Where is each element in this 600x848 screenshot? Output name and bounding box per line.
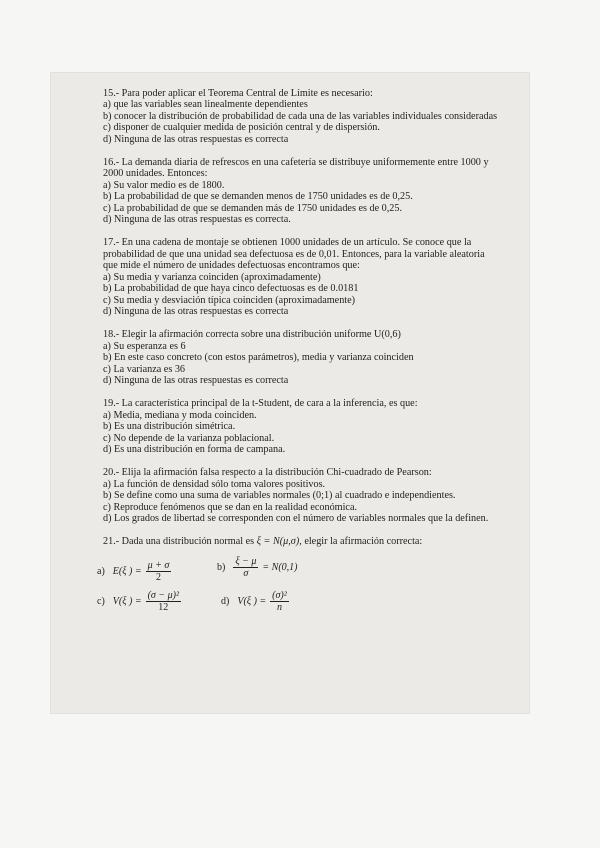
formula-lhs: V(ξ ) = <box>237 595 267 607</box>
option-c: c) No depende de la varianza poblacional. <box>103 432 275 444</box>
fraction-numerator: μ + σ <box>147 559 170 571</box>
question-stem: 20.- Elija la afirmación falsa respecto a la distribución Chi-cuadrado de Pearson: <box>103 467 432 479</box>
option-d: d) Ninguna de las otras respuestas es correcta. <box>103 214 291 226</box>
exam-questions <box>97 88 498 614</box>
question-stem: 16.- La demanda diaria de refrescos en una cafetería se distribuye uniformemente entre 1000 y 2000 unidades. Entonces: <box>103 157 489 180</box>
option-b: b) La probabilidad de que haya cinco defectuosas es de 0.0181 <box>103 283 359 295</box>
option-a: a) Su valor medio es de 1800. <box>103 179 225 191</box>
option-c: c) La varianza es 36 <box>103 363 186 375</box>
option-a: a) La función de densidad sólo toma valores positivos. <box>103 478 326 490</box>
option-d: d) Ninguna de las otras respuestas es correcta <box>103 305 289 317</box>
formula-option-d <box>221 590 289 613</box>
fraction-numerator: ξ − μ <box>235 555 257 567</box>
stem-text-end: , elegir la afirmación correcta: <box>299 536 423 548</box>
formula-lhs: V(ξ ) = <box>112 595 142 607</box>
option-b: b) Es una distribución simétrica. <box>103 421 236 433</box>
fraction <box>146 590 181 613</box>
question-stem: 19.- La característica principal de la t-Student, de cara a la inferencia, es que: <box>103 398 418 410</box>
stem-formula: ξ = N(μ,σ) <box>256 536 300 548</box>
question-stem <box>103 536 498 547</box>
option-b: b) En este caso concreto (con estos parámetros), media y varianza coinciden <box>103 352 414 364</box>
option-a: a) Su media y varianza coinciden (aproximadamente) <box>103 271 321 283</box>
option-c: c) disponer de cualquier medida de posición central y de dispersión. <box>103 122 380 134</box>
option-d: d) Ninguna de las otras respuestas es correcta <box>103 374 289 386</box>
fraction <box>270 590 289 613</box>
option-b: b) Se define como una suma de variables normales (0;1) al cuadrado e independientes. <box>103 490 456 502</box>
formula-option-c <box>97 590 181 613</box>
fraction-numerator: (σ − μ)² <box>147 589 179 601</box>
formula-option-a <box>97 560 171 583</box>
option-c: c) Reproduce fenómenos que se dan en la realidad económica. <box>103 501 358 513</box>
question-stem: 17.- En una cadena de montaje se obtienen 1000 unidades de un artículo. Se conoce que la probabilidad de que una unidad sea defectuosa es de 0,01. Entonces, para la variable aleatoria que mide el número de unidades defectuosas encontramos que: <box>103 237 485 272</box>
question-stem: 18.- Elegir la afirmación correcta sobre una distribución uniforme U(0,6) <box>103 329 401 341</box>
option-a: a) Media, mediana y moda coinciden. <box>103 409 257 421</box>
option-c: c) La probabilidad de que se demanden más de 1750 unidades es de 0,25. <box>103 202 403 214</box>
option-b: b) conocer la distribución de probabilidad de cada una de las variables individuales consideradas <box>103 110 498 122</box>
fraction-denominator: σ <box>243 567 249 579</box>
question-20 <box>103 467 498 524</box>
question-17 <box>103 237 498 317</box>
option-label: d) <box>221 595 230 607</box>
question-18 <box>103 329 498 386</box>
option-b: b) La probabilidad de que se demanden menos de 1750 unidades es de 0,25. <box>103 191 413 203</box>
option-d: d) Es una distribución en forma de campana. <box>103 443 286 455</box>
option-c: c) Su media y desviación típica coinciden (aproximadamente) <box>103 294 356 306</box>
option-label: c) <box>97 595 105 607</box>
fraction-numerator: (σ)² <box>272 589 287 601</box>
option-a: a) que las variables sean linealmente dependientes <box>103 99 308 111</box>
question-21 <box>97 536 498 613</box>
option-d: d) Los grados de libertad se corresponden con el número de variables normales que la definen. <box>103 513 489 524</box>
fraction-denominator: 2 <box>155 571 161 583</box>
fraction <box>233 556 258 579</box>
question-15 <box>103 88 498 145</box>
question-19 <box>103 398 498 455</box>
option-d: d) Ninguna de las otras respuestas es correcta <box>103 133 289 145</box>
fraction-denominator: n <box>276 601 282 613</box>
formula-rhs: = N(0,1) <box>262 561 298 573</box>
fraction-denominator: 12 <box>158 601 169 613</box>
formula-option-b <box>217 556 297 579</box>
stem-text: 21.- Dada una distribución normal es <box>103 536 257 548</box>
formula-lhs: E(ξ ) = <box>112 565 142 577</box>
option-label: a) <box>97 565 105 577</box>
formula-options <box>97 554 498 614</box>
option-label: b) <box>217 561 226 573</box>
option-a: a) Su esperanza es 6 <box>103 340 186 352</box>
fraction <box>146 560 172 583</box>
question-stem: 15.- Para poder aplicar el Teorema Central de Límite es necesario: <box>103 88 373 99</box>
question-16 <box>103 157 498 225</box>
